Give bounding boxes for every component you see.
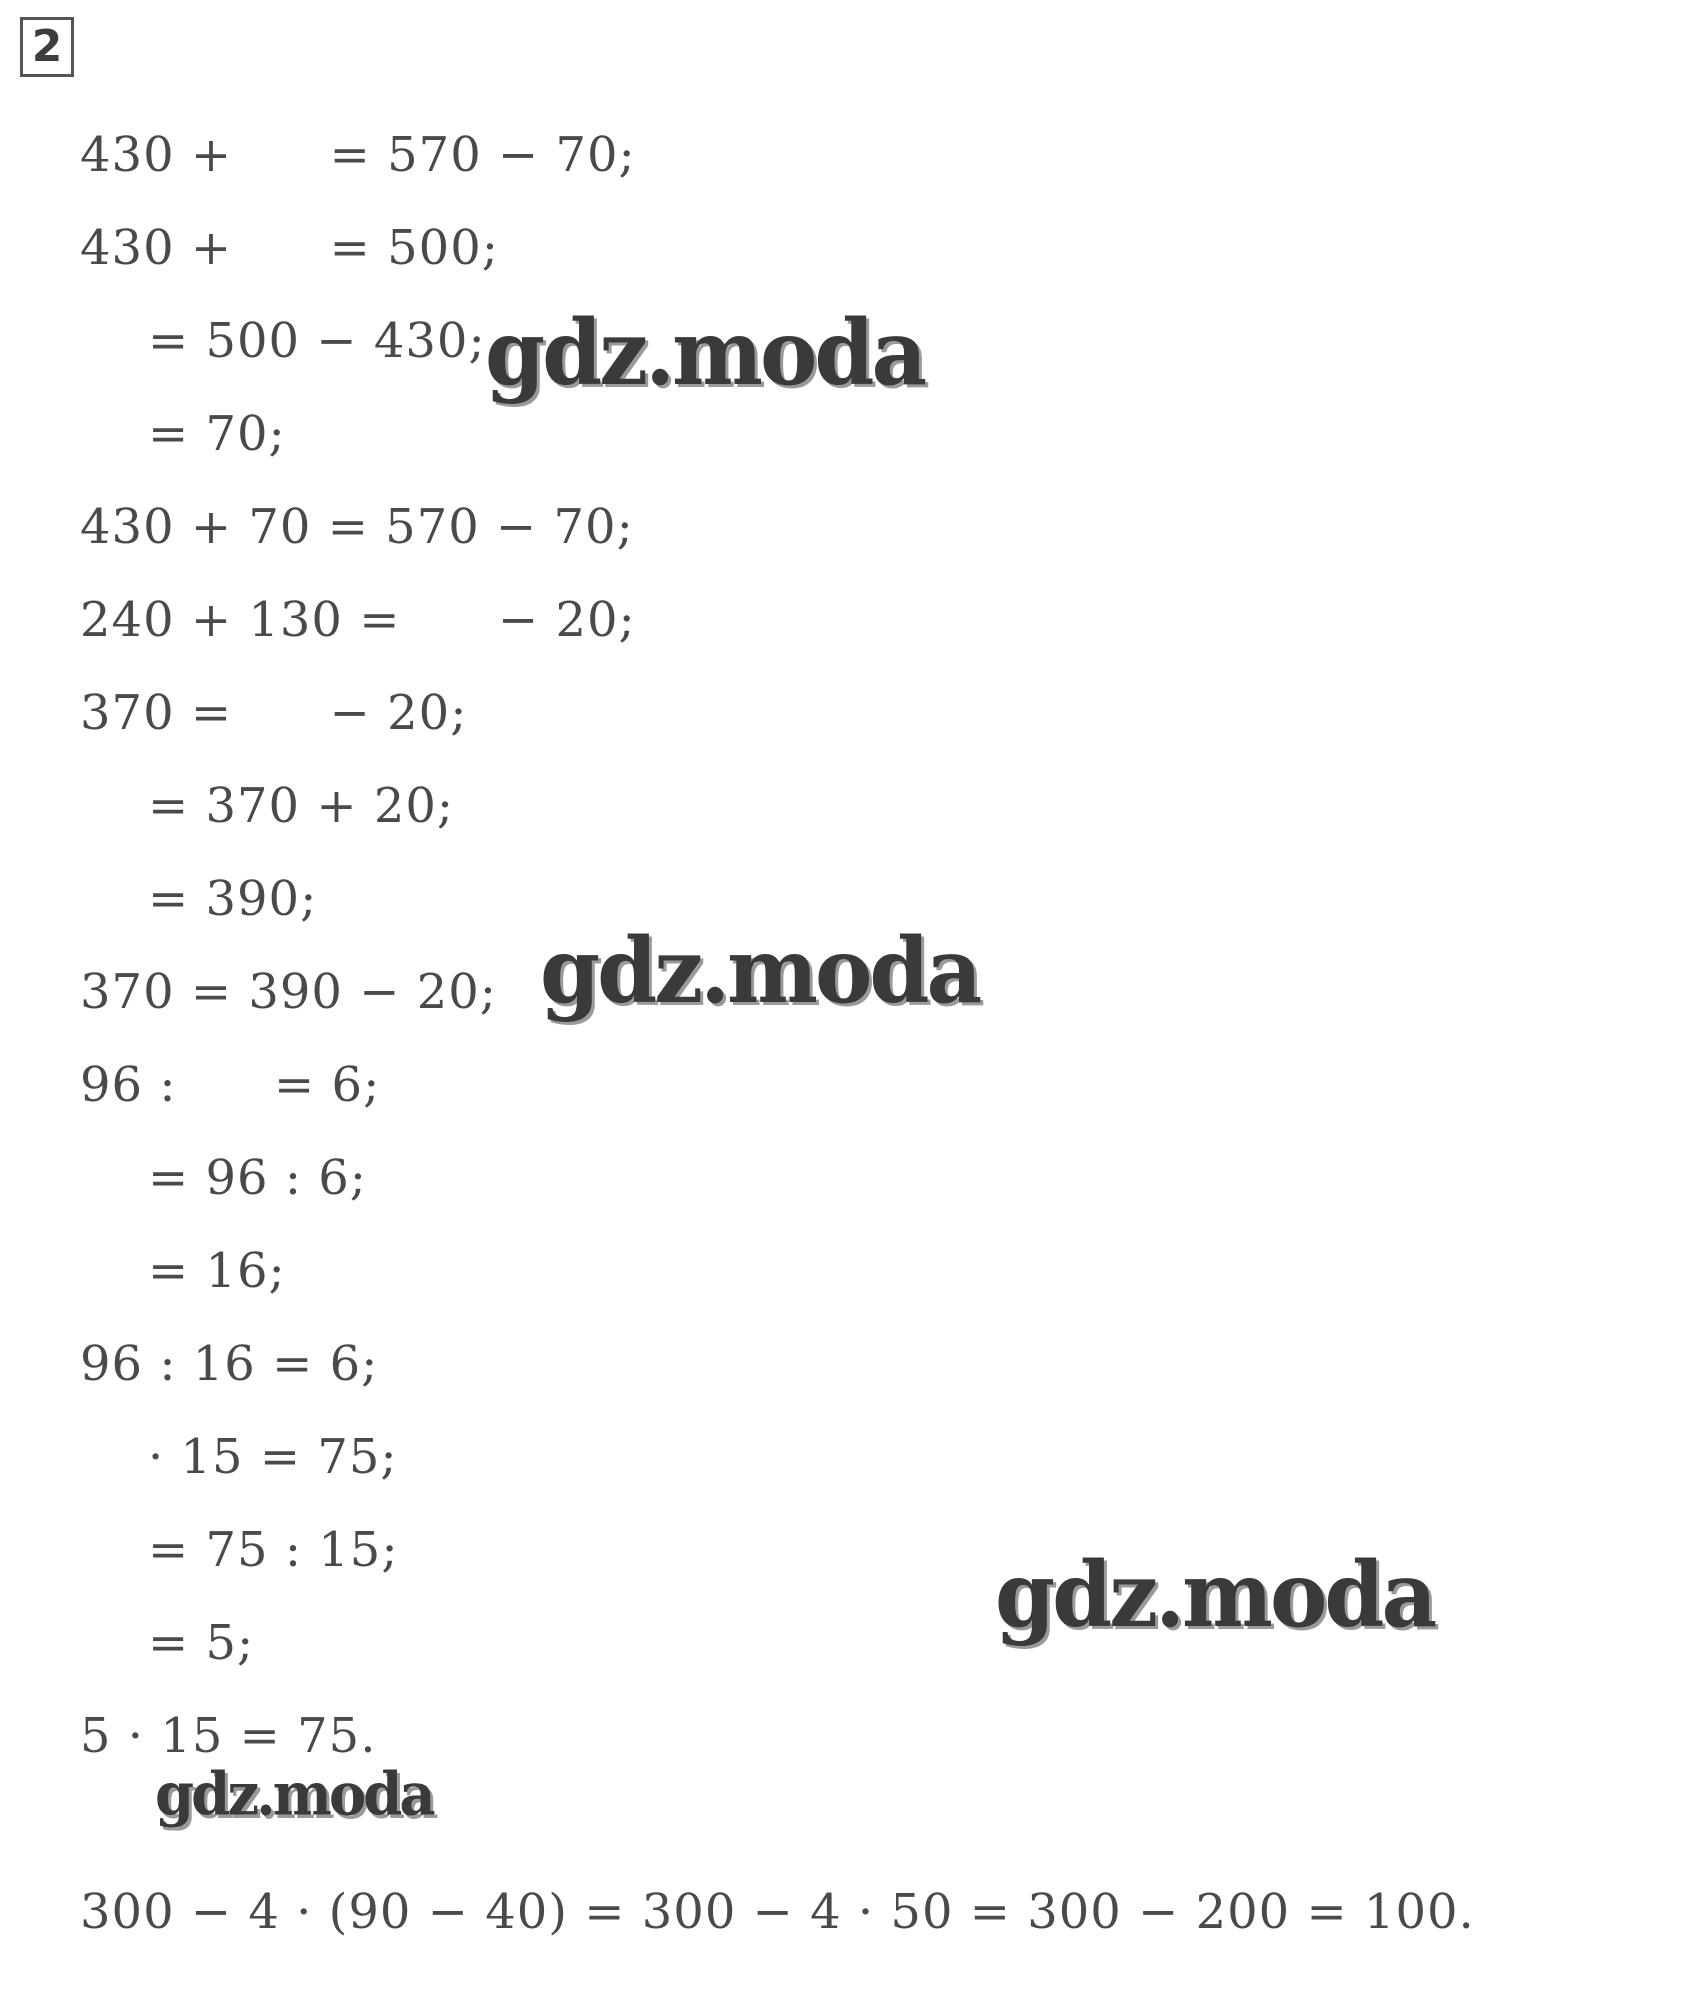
equation-line-7: 370 = − 20; [80,685,468,741]
equation-line-8: = 370 + 20; [148,778,455,834]
task-number-box: 2 [20,17,74,77]
equation-line-11: 96 : = 6; [80,1057,381,1113]
equation-line-14: 96 : 16 = 6; [80,1336,379,1392]
watermark-logo: gdz.moda [540,918,980,1025]
equation-line-15: · 15 = 75; [148,1429,398,1485]
equation-line-2: 430 + = 500; [80,220,499,276]
equation-line-17: = 5; [148,1615,255,1671]
equation-line-1: 430 + = 570 − 70; [80,127,636,183]
equation-line-12: = 96 : 6; [148,1150,367,1206]
equation-line-3: = 500 − 430; [148,313,486,369]
equation-line-6: 240 + 130 = − 20; [80,592,636,648]
equation-line-10: 370 = 390 − 20; [80,964,497,1020]
watermark-logo: gdz.moda [485,300,925,407]
watermark-logo: gdz.moda [995,1542,1435,1649]
watermark-logo: gdz.moda [155,1760,433,1830]
equation-line-9: = 390; [148,871,318,927]
equation-line-13: = 16; [148,1243,286,1299]
equation-line-4: = 70; [148,406,286,462]
equation-line-18: 5 · 15 = 75. [80,1708,377,1764]
equation-line-19: 300 − 4 · (90 − 40) = 300 − 4 · 50 = 300 − 200 = 100. [80,1884,1475,1940]
equation-line-5: 430 + 70 = 570 − 70; [80,499,634,555]
equation-line-16: = 75 : 15; [148,1522,399,1578]
